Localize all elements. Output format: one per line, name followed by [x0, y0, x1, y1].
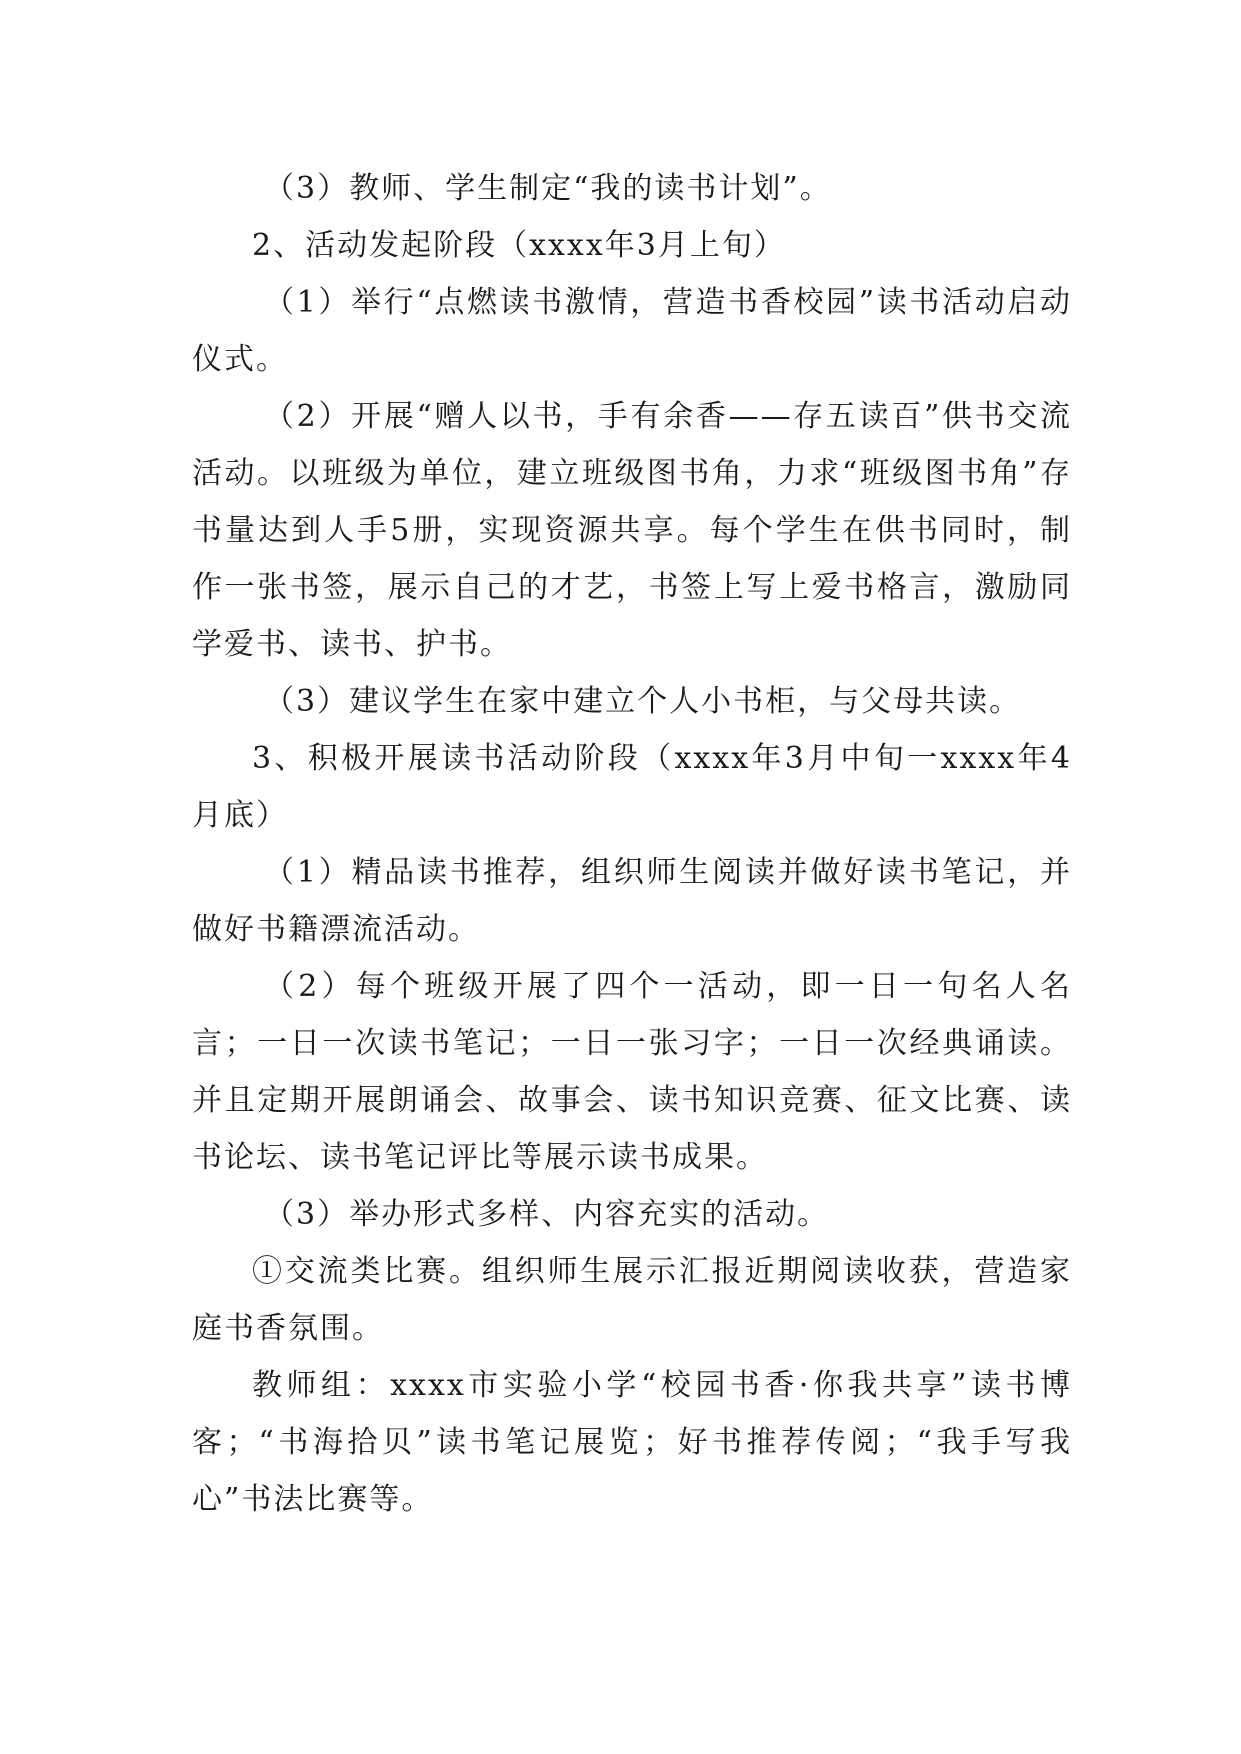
paragraph-7: （1）精品读书推荐，组织师生阅读并做好读书笔记，并做好书籍漂流活动。 — [192, 855, 1072, 947]
paragraph-8: （2）每个班级开展了四个一活动，即一日一句名人名言；一日一次读书笔记；一日一张习字；一日一次经典诵读。并且定期开展朗诵会、故事会、读书知识竞赛、征文比赛、读书论坛、读书笔记评比等展示读书成果。 — [192, 969, 1072, 1175]
paragraph-11: 教师组：xxxx市实验小学“校园书香·你我共享”读书博客；“书海拾贝”读书笔记展览；好书推荐传阅；“我手写我心”书法比赛等。 — [192, 1368, 1072, 1517]
paragraph-4: （2）开展“赠人以书，手有余香——存五读百”供书交流活动。以班级为单位，建立班级图书角，力求“班级图书角”存书量达到人手5册，实现资源共享。每个学生在供书同时，制作一张书签，展示自己的才艺，书签上写上爱书格言，激励同学爱书、读书、护书。 — [192, 399, 1072, 662]
paragraph-9: （3）举办形式多样、内容充实的活动。 — [264, 1197, 830, 1232]
document-body — [192, 160, 1072, 1528]
paragraph-1: （3）教师、学生制定“我的读书计划”。 — [264, 171, 832, 206]
paragraph-6: 3、积极开展读书活动阶段（xxxx年3月中旬一xxxx年4月底） — [192, 741, 1072, 833]
paragraph-2: 2、活动发起阶段（xxxx年3月上旬） — [252, 228, 786, 263]
paragraph-5: （3）建议学生在家中建立个人小书柜，与父母共读。 — [264, 684, 1022, 719]
paragraph-10: ①交流类比赛。组织师生展示汇报近期阅读收获，营造家庭书香氛围。 — [192, 1254, 1072, 1346]
paragraph-3: （1）举行“点燃读书激情，营造书香校园”读书活动启动仪式。 — [192, 285, 1072, 377]
